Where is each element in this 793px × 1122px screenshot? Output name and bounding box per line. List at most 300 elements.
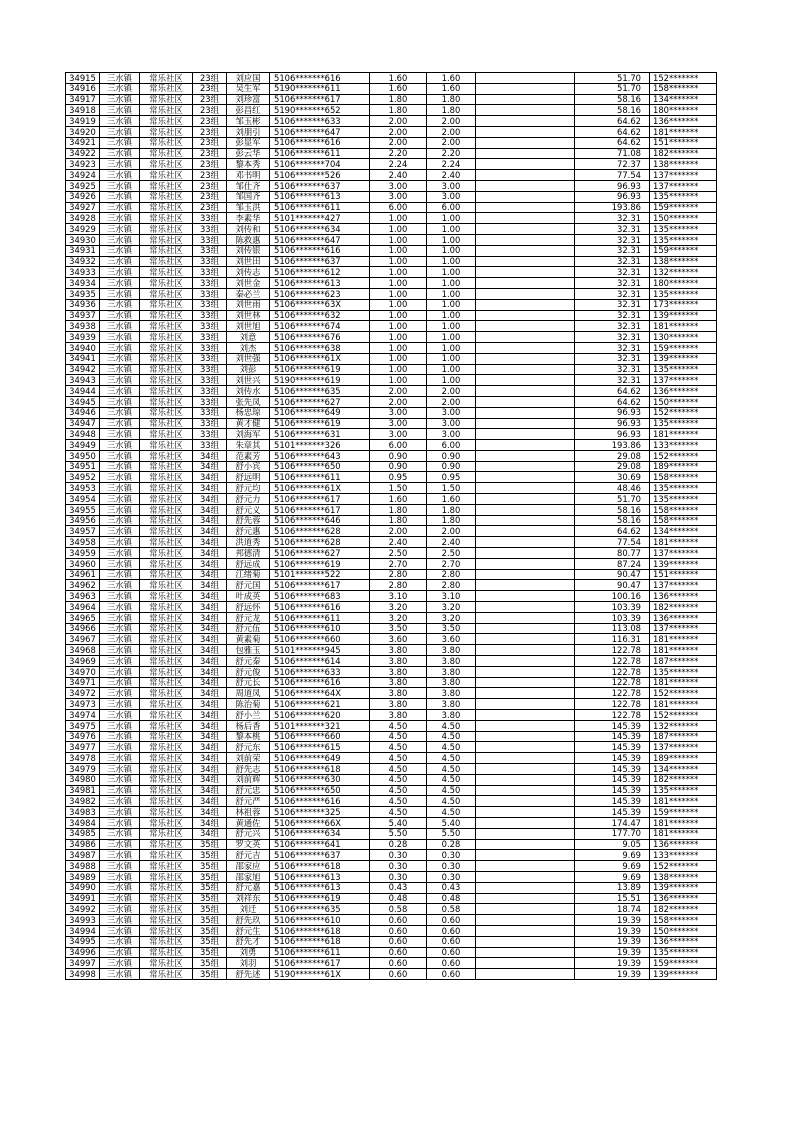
confirmed-area-cell: 1.60 [427, 83, 476, 94]
serial-cell: 34926 [66, 191, 100, 202]
table-row [66, 353, 717, 364]
confirmed-area-cell: 0.58 [427, 904, 476, 915]
group-cell: 34组 [193, 537, 227, 548]
group-cell: 33组 [193, 332, 227, 343]
group-cell: 34组 [193, 817, 227, 828]
id-number-cell: 5106*******637 [270, 180, 370, 191]
serial-cell: 34991 [66, 893, 100, 904]
amount-cell: 77.54 [575, 170, 650, 181]
phone-cell: 159******* [650, 342, 717, 353]
serial-cell: 34986 [66, 839, 100, 850]
community-cell: 常乐社区 [140, 375, 193, 386]
name-cell: 舒先蓉 [227, 515, 270, 526]
blank-cell [476, 699, 575, 710]
table-row [66, 126, 717, 137]
id-number-cell: 5106*******617 [270, 580, 370, 591]
area-cell: 2.80 [370, 580, 427, 591]
id-number-cell: 5106*******647 [270, 126, 370, 137]
serial-cell: 34985 [66, 828, 100, 839]
confirmed-area-cell: 3.80 [427, 688, 476, 699]
group-cell: 23组 [193, 148, 227, 159]
name-cell: 舒元长 [227, 677, 270, 688]
phone-cell: 139******* [650, 558, 717, 569]
group-cell: 34组 [193, 450, 227, 461]
id-number-cell: 5106*******611 [270, 947, 370, 958]
amount-cell: 48.46 [575, 483, 650, 494]
blank-cell [476, 429, 575, 440]
confirmed-area-cell: 3.50 [427, 623, 476, 634]
blank-cell [476, 850, 575, 861]
amount-cell: 77.54 [575, 537, 650, 548]
community-cell: 常乐社区 [140, 450, 193, 461]
phone-cell: 136******* [650, 386, 717, 397]
group-cell: 34组 [193, 472, 227, 483]
id-number-cell: 5106*******63X [270, 299, 370, 310]
amount-cell: 19.39 [575, 925, 650, 936]
id-number-cell: 5106*******637 [270, 850, 370, 861]
phone-cell: 138******* [650, 871, 717, 882]
area-cell: 1.50 [370, 483, 427, 494]
phone-cell: 181******* [650, 677, 717, 688]
town-cell: 三水镇 [100, 537, 140, 548]
community-cell: 常乐社区 [140, 105, 193, 116]
confirmed-area-cell: 2.80 [427, 580, 476, 591]
group-cell: 33组 [193, 342, 227, 353]
serial-cell: 34954 [66, 494, 100, 505]
id-number-cell: 5106*******618 [270, 861, 370, 872]
amount-cell: 116.31 [575, 634, 650, 645]
town-cell: 三水镇 [100, 180, 140, 191]
id-number-cell: 5106*******634 [270, 224, 370, 235]
amount-cell: 58.16 [575, 94, 650, 105]
phone-cell: 181******* [650, 321, 717, 332]
area-cell: 0.60 [370, 936, 427, 947]
serial-cell: 34943 [66, 375, 100, 386]
group-cell: 35组 [193, 871, 227, 882]
confirmed-area-cell: 0.90 [427, 450, 476, 461]
amount-cell: 9.69 [575, 861, 650, 872]
town-cell: 三水镇 [100, 429, 140, 440]
phone-cell: 182******* [650, 904, 717, 915]
group-cell: 34组 [193, 504, 227, 515]
table-row [66, 310, 717, 321]
amount-cell: 51.70 [575, 83, 650, 94]
phone-cell: 134******* [650, 526, 717, 537]
confirmed-area-cell: 2.00 [427, 116, 476, 127]
name-cell: 舒远怀 [227, 602, 270, 613]
area-cell: 1.00 [370, 256, 427, 267]
name-cell: 杨忠琼 [227, 407, 270, 418]
table-row [66, 526, 717, 537]
community-cell: 常乐社区 [140, 591, 193, 602]
serial-cell: 34966 [66, 623, 100, 634]
community-cell: 常乐社区 [140, 126, 193, 137]
group-cell: 34组 [193, 494, 227, 505]
phone-cell: 138******* [650, 159, 717, 170]
town-cell: 三水镇 [100, 256, 140, 267]
id-number-cell: 5106*******612 [270, 267, 370, 278]
area-cell: 3.10 [370, 591, 427, 602]
area-cell: 2.00 [370, 386, 427, 397]
community-cell: 常乐社区 [140, 310, 193, 321]
blank-cell [476, 267, 575, 278]
blank-cell [476, 515, 575, 526]
area-cell: 1.00 [370, 267, 427, 278]
confirmed-area-cell: 0.60 [427, 958, 476, 969]
group-cell: 34组 [193, 807, 227, 818]
blank-cell [476, 386, 575, 397]
confirmed-area-cell: 3.60 [427, 634, 476, 645]
id-number-cell: 5106*******613 [270, 278, 370, 289]
table-row [66, 720, 717, 731]
id-number-cell: 5106*******619 [270, 558, 370, 569]
group-cell: 33组 [193, 364, 227, 375]
group-cell: 34组 [193, 764, 227, 775]
community-cell: 常乐社区 [140, 213, 193, 224]
amount-cell: 64.62 [575, 386, 650, 397]
id-number-cell: 5106*******632 [270, 310, 370, 321]
id-number-cell: 5190*******61X [270, 969, 370, 980]
group-cell: 34组 [193, 796, 227, 807]
area-cell: 1.00 [370, 245, 427, 256]
confirmed-area-cell: 1.00 [427, 245, 476, 256]
table-row [66, 634, 717, 645]
phone-cell: 189******* [650, 753, 717, 764]
town-cell: 三水镇 [100, 245, 140, 256]
town-cell: 三水镇 [100, 720, 140, 731]
table-row [66, 170, 717, 181]
name-cell: 舒元东 [227, 742, 270, 753]
community-cell: 常乐社区 [140, 288, 193, 299]
community-cell: 常乐社区 [140, 904, 193, 915]
group-cell: 35组 [193, 904, 227, 915]
serial-cell: 34964 [66, 602, 100, 613]
group-cell: 35组 [193, 947, 227, 958]
amount-cell: 64.62 [575, 396, 650, 407]
amount-cell: 145.39 [575, 731, 650, 742]
town-cell: 三水镇 [100, 634, 140, 645]
confirmed-area-cell: 2.00 [427, 137, 476, 148]
group-cell: 34组 [193, 656, 227, 667]
name-cell: 罗文英 [227, 839, 270, 850]
name-cell: 刘世林 [227, 310, 270, 321]
amount-cell: 58.16 [575, 105, 650, 116]
community-cell: 常乐社区 [140, 440, 193, 451]
table-row [66, 461, 717, 472]
community-cell: 常乐社区 [140, 483, 193, 494]
name-cell: 朱章其 [227, 440, 270, 451]
community-cell: 常乐社区 [140, 925, 193, 936]
name-cell: 刘珍富 [227, 94, 270, 105]
serial-cell: 34951 [66, 461, 100, 472]
confirmed-area-cell: 0.30 [427, 850, 476, 861]
community-cell: 常乐社区 [140, 245, 193, 256]
table-row [66, 612, 717, 623]
town-cell: 三水镇 [100, 526, 140, 537]
community-cell: 常乐社区 [140, 731, 193, 742]
amount-cell: 122.78 [575, 688, 650, 699]
table-row [66, 440, 717, 451]
serial-cell: 34940 [66, 342, 100, 353]
phone-cell: 137******* [650, 180, 717, 191]
group-cell: 33组 [193, 224, 227, 235]
town-cell: 三水镇 [100, 764, 140, 775]
community-cell: 常乐社区 [140, 170, 193, 181]
name-cell: 刘世旭 [227, 321, 270, 332]
town-cell: 三水镇 [100, 375, 140, 386]
community-cell: 常乐社区 [140, 504, 193, 515]
table-row [66, 364, 717, 375]
blank-cell [476, 332, 575, 343]
town-cell: 三水镇 [100, 882, 140, 893]
name-cell: 黎本桃 [227, 731, 270, 742]
table-row [66, 299, 717, 310]
blank-cell [476, 645, 575, 656]
name-cell: 刘世强 [227, 353, 270, 364]
confirmed-area-cell: 1.00 [427, 310, 476, 321]
id-number-cell: 5106*******635 [270, 386, 370, 397]
id-number-cell: 5106*******614 [270, 656, 370, 667]
id-number-cell: 5101*******945 [270, 645, 370, 656]
table-row [66, 904, 717, 915]
area-cell: 1.60 [370, 83, 427, 94]
blank-cell [476, 839, 575, 850]
area-cell: 0.60 [370, 947, 427, 958]
name-cell: 邹玉洪 [227, 202, 270, 213]
name-cell: 陈治菊 [227, 699, 270, 710]
confirmed-area-cell: 3.80 [427, 677, 476, 688]
name-cell: 刘世田 [227, 256, 270, 267]
confirmed-area-cell: 3.00 [427, 429, 476, 440]
confirmed-area-cell: 0.60 [427, 915, 476, 926]
confirmed-area-cell: 4.50 [427, 796, 476, 807]
name-cell: 邹玉彬 [227, 116, 270, 127]
area-cell: 3.80 [370, 645, 427, 656]
id-number-cell: 5106*******615 [270, 742, 370, 753]
name-cell: 江绪菊 [227, 569, 270, 580]
name-cell: 叶成英 [227, 591, 270, 602]
name-cell: 杨后香 [227, 720, 270, 731]
serial-cell: 34929 [66, 224, 100, 235]
id-number-cell: 5106*******611 [270, 148, 370, 159]
town-cell: 三水镇 [100, 342, 140, 353]
id-number-cell: 5106*******628 [270, 526, 370, 537]
town-cell: 三水镇 [100, 450, 140, 461]
town-cell: 三水镇 [100, 915, 140, 926]
phone-cell: 135******* [650, 947, 717, 958]
id-number-cell: 5101*******522 [270, 569, 370, 580]
blank-cell [476, 969, 575, 980]
blank-cell [476, 666, 575, 677]
name-cell: 刘传和 [227, 224, 270, 235]
id-number-cell: 5106*******613 [270, 191, 370, 202]
group-cell: 34组 [193, 731, 227, 742]
phone-cell: 158******* [650, 515, 717, 526]
confirmed-area-cell: 6.00 [427, 440, 476, 451]
table-row [66, 839, 717, 850]
phone-cell: 138******* [650, 256, 717, 267]
amount-cell: 103.39 [575, 612, 650, 623]
blank-cell [476, 407, 575, 418]
name-cell: 舒元俊 [227, 666, 270, 677]
phone-cell: 152******* [650, 407, 717, 418]
name-cell: 舒先述 [227, 969, 270, 980]
phone-cell: 181******* [650, 817, 717, 828]
id-number-cell: 5106*******650 [270, 461, 370, 472]
blank-cell [476, 494, 575, 505]
area-cell: 0.30 [370, 861, 427, 872]
confirmed-area-cell: 1.00 [427, 256, 476, 267]
name-cell: 舒元均 [227, 483, 270, 494]
phone-cell: 158******* [650, 915, 717, 926]
town-cell: 三水镇 [100, 299, 140, 310]
group-cell: 34组 [193, 483, 227, 494]
blank-cell [476, 807, 575, 818]
table-row [66, 785, 717, 796]
id-number-cell: 5106*******618 [270, 925, 370, 936]
town-cell: 三水镇 [100, 73, 140, 84]
amount-cell: 90.47 [575, 569, 650, 580]
town-cell: 三水镇 [100, 472, 140, 483]
phone-cell: 135******* [650, 494, 717, 505]
table-row [66, 602, 717, 613]
data-table [65, 72, 717, 980]
blank-cell [476, 73, 575, 84]
table-row [66, 267, 717, 278]
blank-cell [476, 526, 575, 537]
amount-cell: 122.78 [575, 666, 650, 677]
table-row [66, 245, 717, 256]
phone-cell: 159******* [650, 202, 717, 213]
confirmed-area-cell: 1.00 [427, 321, 476, 332]
table-row [66, 591, 717, 602]
confirmed-area-cell: 1.60 [427, 73, 476, 84]
community-cell: 常乐社区 [140, 234, 193, 245]
town-cell: 三水镇 [100, 288, 140, 299]
town-cell: 三水镇 [100, 936, 140, 947]
serial-cell: 34988 [66, 861, 100, 872]
area-cell: 6.00 [370, 202, 427, 213]
serial-cell: 34993 [66, 915, 100, 926]
community-cell: 常乐社区 [140, 753, 193, 764]
table-row [66, 342, 717, 353]
amount-cell: 18.74 [575, 904, 650, 915]
table-row [66, 656, 717, 667]
amount-cell: 80.77 [575, 548, 650, 559]
serial-cell: 34992 [66, 904, 100, 915]
town-cell: 三水镇 [100, 850, 140, 861]
amount-cell: 64.62 [575, 116, 650, 127]
group-cell: 33组 [193, 386, 227, 397]
group-cell: 33组 [193, 440, 227, 451]
blank-cell [476, 764, 575, 775]
phone-cell: 181******* [650, 634, 717, 645]
group-cell: 34组 [193, 677, 227, 688]
community-cell: 常乐社区 [140, 353, 193, 364]
blank-cell [476, 94, 575, 105]
group-cell: 33组 [193, 396, 227, 407]
town-cell: 三水镇 [100, 353, 140, 364]
confirmed-area-cell: 1.00 [427, 375, 476, 386]
community-cell: 常乐社区 [140, 936, 193, 947]
confirmed-area-cell: 4.50 [427, 807, 476, 818]
phone-cell: 135******* [650, 785, 717, 796]
table-row [66, 882, 717, 893]
area-cell: 1.00 [370, 310, 427, 321]
table-row [66, 915, 717, 926]
group-cell: 33组 [193, 407, 227, 418]
blank-cell [476, 299, 575, 310]
blank-cell [476, 321, 575, 332]
blank-cell [476, 861, 575, 872]
town-cell: 三水镇 [100, 774, 140, 785]
community-cell: 常乐社区 [140, 407, 193, 418]
serial-cell: 34978 [66, 753, 100, 764]
area-cell: 4.50 [370, 753, 427, 764]
blank-cell [476, 634, 575, 645]
blank-cell [476, 904, 575, 915]
blank-cell [476, 483, 575, 494]
blank-cell [476, 83, 575, 94]
blank-cell [476, 882, 575, 893]
serial-cell: 34976 [66, 731, 100, 742]
town-cell: 三水镇 [100, 386, 140, 397]
id-number-cell: 5106*******616 [270, 73, 370, 84]
blank-cell [476, 915, 575, 926]
table-row [66, 483, 717, 494]
phone-cell: 150******* [650, 396, 717, 407]
table-row [66, 645, 717, 656]
amount-cell: 13.89 [575, 882, 650, 893]
area-cell: 3.00 [370, 429, 427, 440]
serial-cell: 34944 [66, 386, 100, 397]
table-row [66, 710, 717, 721]
id-number-cell: 5106*******616 [270, 602, 370, 613]
table-row [66, 850, 717, 861]
area-cell: 2.00 [370, 396, 427, 407]
amount-cell: 145.39 [575, 796, 650, 807]
amount-cell: 177.70 [575, 828, 650, 839]
town-cell: 三水镇 [100, 148, 140, 159]
serial-cell: 34967 [66, 634, 100, 645]
name-cell: 刘应国 [227, 73, 270, 84]
community-cell: 常乐社区 [140, 332, 193, 343]
id-number-cell: 5190*******611 [270, 83, 370, 94]
phone-cell: 134******* [650, 764, 717, 775]
amount-cell: 32.31 [575, 234, 650, 245]
name-cell: 舒元龙 [227, 612, 270, 623]
id-number-cell: 5106*******627 [270, 548, 370, 559]
blank-cell [476, 558, 575, 569]
town-cell: 三水镇 [100, 364, 140, 375]
area-cell: 0.30 [370, 871, 427, 882]
confirmed-area-cell: 4.50 [427, 720, 476, 731]
serial-cell: 34996 [66, 947, 100, 958]
blank-cell [476, 785, 575, 796]
group-cell: 33组 [193, 256, 227, 267]
id-number-cell: 5106*******64X [270, 688, 370, 699]
group-cell: 34组 [193, 526, 227, 537]
community-cell: 常乐社区 [140, 461, 193, 472]
serial-cell: 34959 [66, 548, 100, 559]
name-cell: 刘世雨 [227, 299, 270, 310]
community-cell: 常乐社区 [140, 774, 193, 785]
blank-cell [476, 958, 575, 969]
community-cell: 常乐社区 [140, 148, 193, 159]
confirmed-area-cell: 1.50 [427, 483, 476, 494]
town-cell: 三水镇 [100, 396, 140, 407]
group-cell: 33组 [193, 234, 227, 245]
